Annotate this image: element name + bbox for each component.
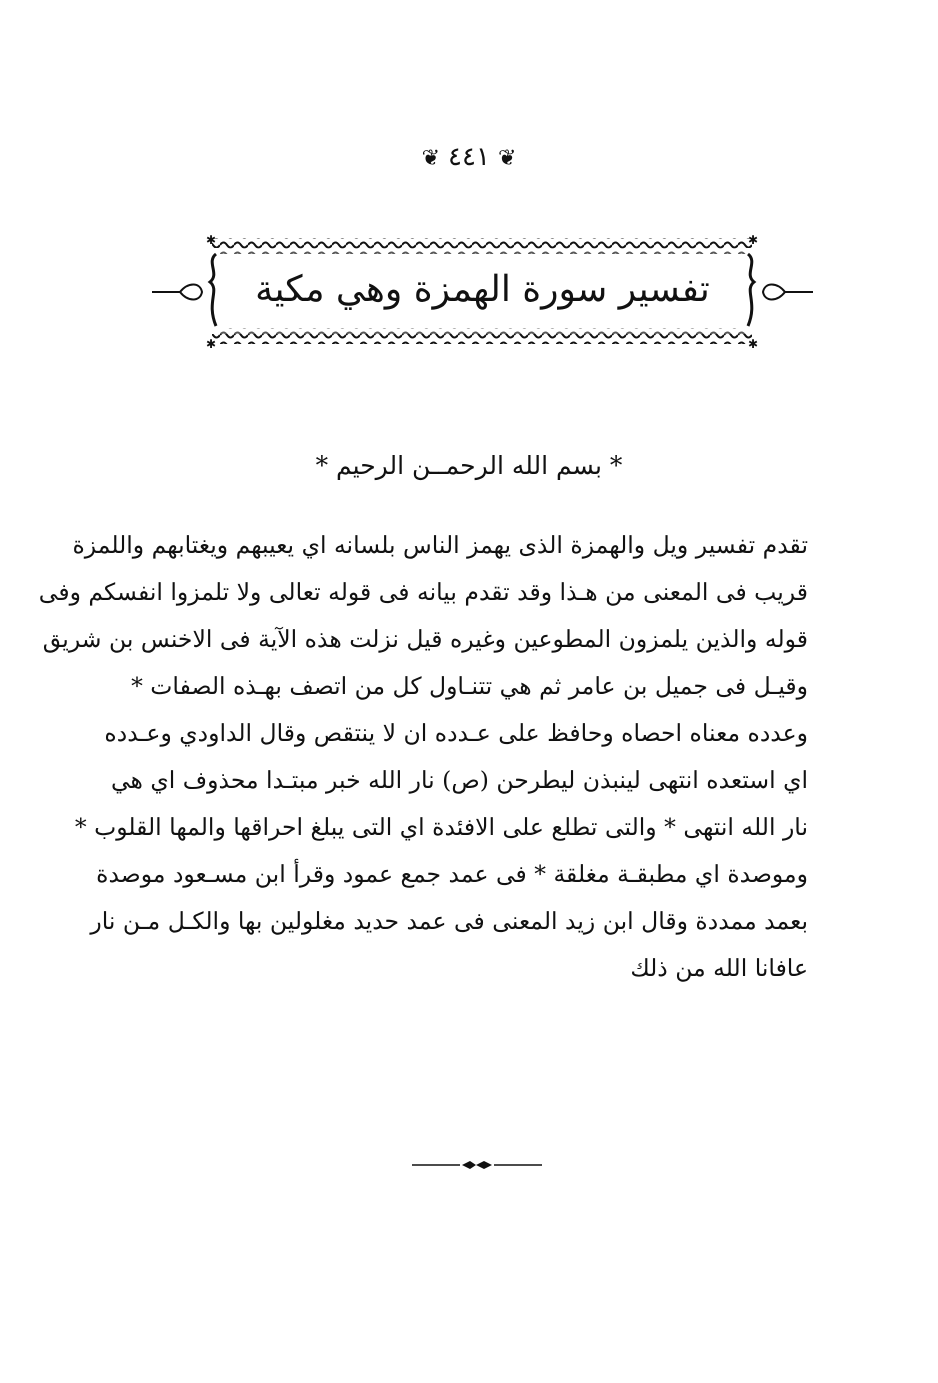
corner-star-icon: ✱ (206, 233, 217, 247)
flourish-left-icon (152, 285, 202, 300)
corner-star-icon: ✱ (748, 233, 759, 247)
frame-bottom-border (212, 334, 752, 344)
frame-left-bracket (210, 254, 216, 326)
flourish-right-icon (763, 285, 813, 300)
frame-right-bracket (748, 254, 754, 326)
title-frame (150, 230, 815, 350)
text-line: تقدم تفسير ويل والهمزة الذى يهمز الناس بلسانه اي يعيبهم ويغتابهم واللمزة (72, 531, 808, 559)
text-line: بعمد ممددة وقال ابن زيد المعنى فى عمد حديد مغلولين بها والكـل مـن نار (90, 907, 808, 935)
text-line: وعدده معناه احصاه وحافظ على عـدده ان لا ينتقص وقال الداودي وعـدده (104, 719, 808, 747)
basmala: * بسم الله الرحمــن الرحيم * (315, 451, 623, 480)
text-line: وقيـل فى جميل بن عامر ثم هي تتنـاول كل من اتصف بهـذه الصفات * (131, 672, 808, 700)
text-line: قريب فى المعنى من هـذا وقد تقدم بيانه فى قوله تعالى ولا تلمزوا انفسكم وفى (38, 578, 808, 606)
page-number-text: ٤٤١ (448, 142, 490, 172)
fleuron-right-icon: ❦ (421, 146, 441, 171)
frame-bottom-border-inner (218, 328, 746, 334)
frame-top-border-inner (218, 248, 746, 254)
text-line: قوله والذين يلمزون المطوعين وغيره قيل نزلت هذه الآية فى الاخنس بن شريق (42, 625, 808, 653)
page-number (0, 142, 938, 172)
corner-star-icon: ✱ (206, 337, 217, 350)
text-line: نار الله انتهى * والتى تطلع على الافئدة اي التى يبلغ احراقها والمها القلوب * (74, 813, 808, 841)
text-line: عافانا الله من ذلك (630, 954, 808, 982)
corner-star-icon: ✱ (748, 337, 759, 350)
ornamental-rule-icon (412, 1158, 542, 1172)
text-line: وموصدة اي مطبقـة مغلقة * فى عمد جمع عمود وقرأ ابن مسـعود موصدة (96, 860, 808, 888)
frame-top-border (212, 238, 752, 248)
fleuron-left-icon: ❦ (497, 146, 517, 171)
body-text (38, 522, 808, 992)
surah-title: تفسير سورة الهمزة وهي مكية (255, 269, 710, 310)
text-line: اي استعده انتهى لينبذن ليطرحن (ص) نار الله خبر مبتـدا محذوف اي هي (110, 766, 808, 794)
